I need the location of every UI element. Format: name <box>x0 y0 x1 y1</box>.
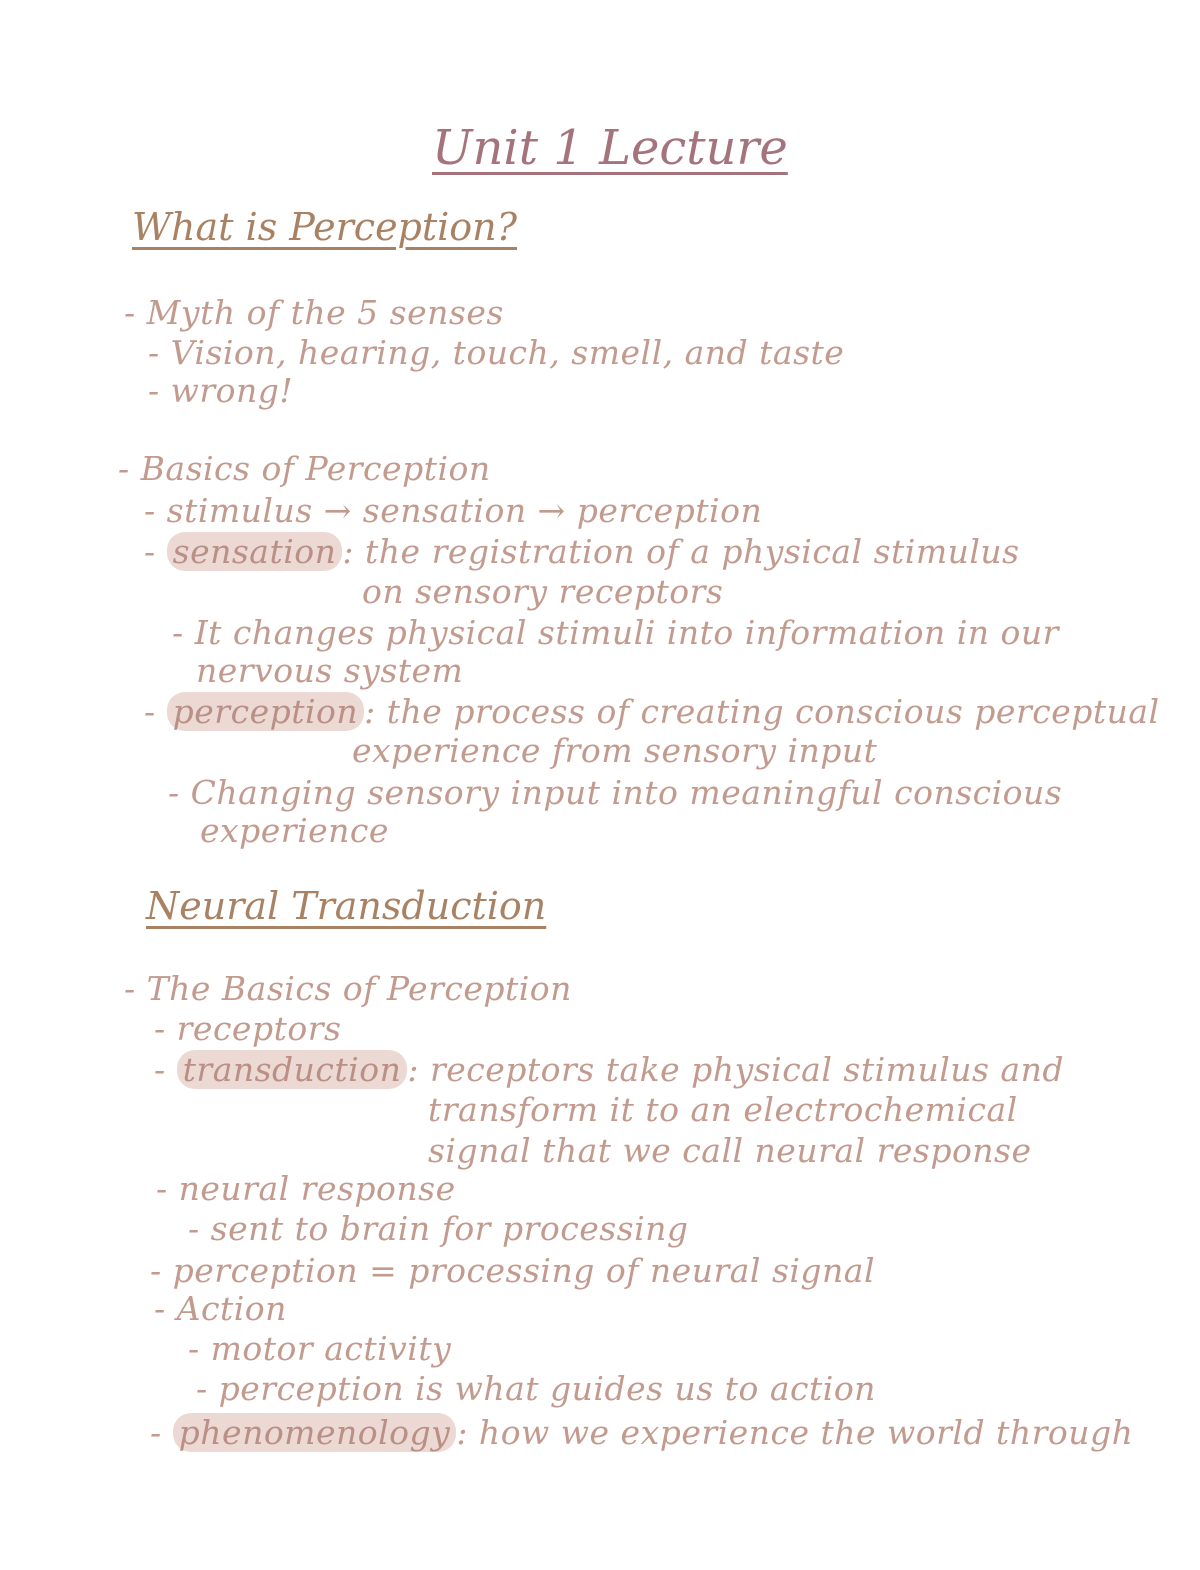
note-line: - Vision, hearing, touch, smell, and taste <box>148 333 845 372</box>
note-line: - Changing sensory input into meaningful conscious <box>168 773 1063 812</box>
page-title: Unit 1 Lecture <box>432 120 788 176</box>
note-line: - Myth of the 5 senses <box>124 293 504 332</box>
highlighted-term: transduction <box>177 1050 408 1089</box>
note-line: experience from sensory input <box>352 731 878 770</box>
definition-text: : the process of creating conscious perceptual <box>364 692 1160 731</box>
note-dash: - <box>150 1413 162 1452</box>
note-line: - sent to brain for processing <box>188 1209 689 1248</box>
note-line: nervous system <box>196 651 464 690</box>
highlighted-term: perception <box>167 692 365 731</box>
definition-text: : the registration of a physical stimulus <box>342 532 1020 571</box>
note-line: - receptors <box>154 1009 342 1048</box>
note-line: signal that we call neural response <box>428 1131 1032 1170</box>
note-line: experience <box>200 811 389 850</box>
note-line: - perception = processing of neural signal <box>150 1251 876 1290</box>
note-line: - It changes physical stimuli into information in our <box>172 613 1059 652</box>
definition-line <box>150 1413 1134 1452</box>
section-heading-neural-transduction: Neural Transduction <box>146 884 547 928</box>
highlighted-term: sensation <box>167 532 343 571</box>
note-line: - perception is what guides us to action <box>196 1369 876 1408</box>
definition-text: : receptors take physical stimulus and <box>407 1050 1064 1089</box>
note-dash: - <box>154 1050 166 1089</box>
note-line: - motor activity <box>188 1329 452 1368</box>
note-dash: - <box>144 692 156 731</box>
note-line: - Action <box>154 1289 287 1328</box>
note-line: - neural response <box>156 1169 456 1208</box>
note-dash: - <box>144 532 156 571</box>
definition-line <box>144 532 1020 571</box>
definition-line <box>154 1050 1064 1089</box>
section-heading-perception: What is Perception? <box>132 205 518 249</box>
highlighted-term: phenomenology <box>173 1413 457 1452</box>
definition-line <box>144 692 1160 731</box>
note-line: - The Basics of Perception <box>124 969 572 1008</box>
note-line: - wrong! <box>148 371 294 410</box>
note-line: on sensory receptors <box>362 572 724 611</box>
note-line: - Basics of Perception <box>118 449 491 488</box>
definition-text: : how we experience the world through <box>456 1413 1134 1452</box>
note-line: transform it to an electrochemical <box>428 1090 1018 1129</box>
note-line: - stimulus → sensation → perception <box>144 491 763 530</box>
